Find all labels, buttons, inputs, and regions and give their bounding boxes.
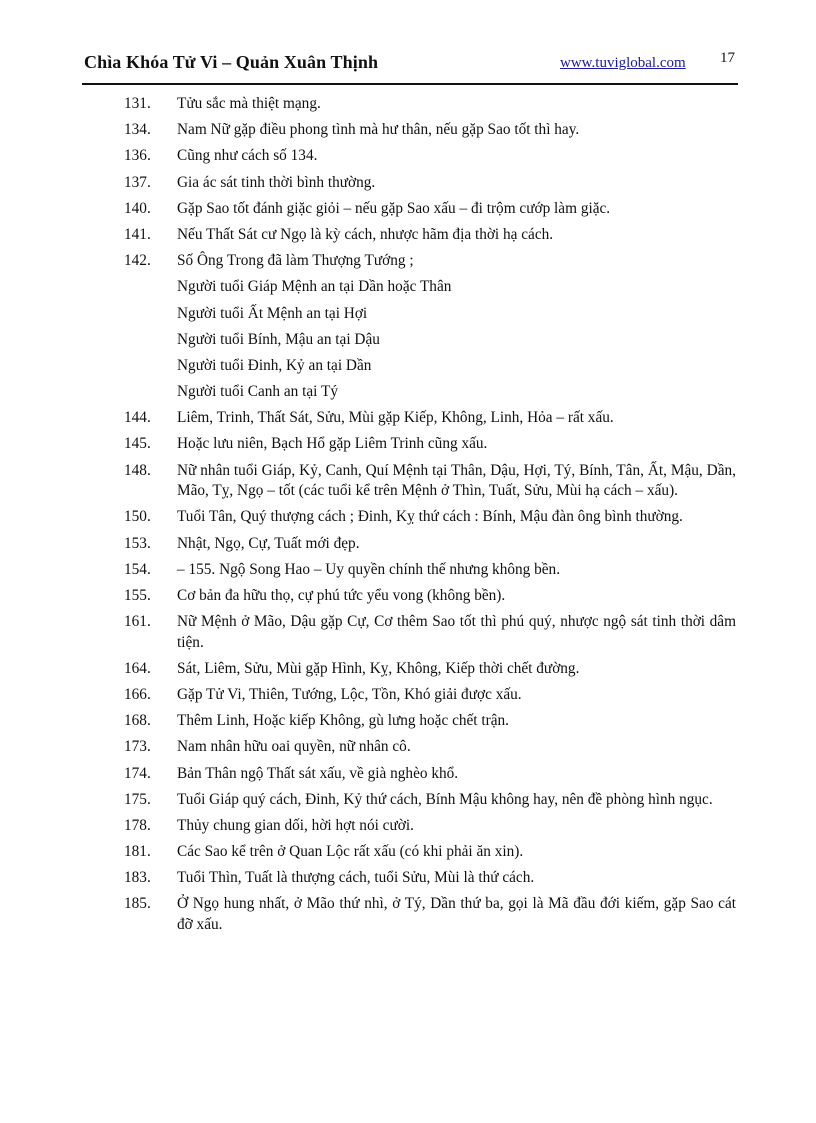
item-number: 185.	[124, 895, 151, 913]
item-number: 141.	[124, 225, 151, 243]
item-text: – 155. Ngộ Song Hao – Uy quyền chính thế nhưng không bền.	[177, 560, 561, 578]
item-number: 136.	[124, 147, 151, 165]
item-text: Cũng như cách số 134.	[177, 147, 318, 165]
list-item	[124, 534, 736, 555]
website-link[interactable]: www.tuviglobal.com	[560, 55, 686, 71]
item-number: 166.	[124, 685, 151, 703]
item-number: 175.	[124, 790, 151, 808]
item-number: 154.	[124, 560, 151, 578]
list-item	[124, 816, 736, 837]
item-number: 150.	[124, 508, 151, 526]
list-item	[124, 251, 736, 272]
list-item	[124, 461, 736, 502]
list-item	[124, 173, 736, 194]
item-text: Nhật, Ngọ, Cự, Tuất mới đẹp.	[177, 534, 360, 552]
list-item	[124, 225, 736, 246]
list-item	[124, 790, 736, 811]
item-number: 137.	[124, 173, 151, 191]
list-item	[124, 842, 736, 863]
item-text: Nam nhân hữu oai quyền, nữ nhân cô.	[177, 738, 411, 756]
sub-line: Người tuổi Canh an tại Tý	[177, 383, 338, 401]
header-title: Chìa Khóa Tử Vi – Quản Xuân Thịnh	[84, 52, 379, 72]
item-number: 155.	[124, 586, 151, 604]
sub-line: Người tuổi Ất Mệnh an tại Hợi	[177, 304, 368, 322]
item-text: Gia ác sát tinh thời bình thường.	[177, 173, 376, 191]
item-number: 131.	[124, 95, 151, 112]
item-number: 178.	[124, 816, 151, 834]
item-text: Tửu sắc mà thiệt mạng.	[177, 95, 321, 112]
list-item	[124, 612, 736, 653]
item-text: Các Sao kể trên ở Quan Lộc rất xấu (có khi phải ăn xin).	[177, 843, 524, 861]
item-text: Thêm Linh, Hoặc kiếp Không, gù lưng hoặc chết trận.	[177, 712, 509, 730]
item-number: 140.	[124, 199, 151, 217]
item-text: Nữ Mệnh ở Mão, Dậu gặp Cự, Cơ thêm Sao tốt thì phú quý, nhược ngộ sát tinh thời dâm tiện.	[177, 613, 736, 651]
item-text: Ở Ngọ hung nhất, ở Mão thứ nhì, ở Tý, Dần thứ ba, gọi là Mã đầu đới kiếm, gặp Sao cát đỡ xấu.	[177, 895, 736, 933]
item-text: Số Ông Trong đã làm Thượng Tướng ;	[177, 252, 414, 270]
list-item	[124, 894, 736, 935]
list-item	[124, 711, 736, 732]
item-number: 144.	[124, 409, 151, 427]
item-text: Tuổi Thìn, Tuất là thượng cách, tuổi Sửu, Mùi là thứ cách.	[177, 869, 535, 887]
list-item	[124, 685, 736, 706]
list-item	[124, 434, 736, 455]
item-text: Gặp Sao tốt đánh giặc giỏi – nếu gặp Sao xấu – đi trộm cướp làm giặc.	[177, 199, 611, 217]
item-number: 145.	[124, 435, 151, 453]
item-text: Sát, Liêm, Sửu, Mùi gặp Hình, Kỵ, Không, Kiếp thời chết đường.	[177, 659, 580, 677]
item-text: Thủy chung gian dối, hời hợt nói cười.	[177, 816, 414, 834]
item-number: 181.	[124, 843, 151, 861]
sub-line: Người tuổi Giáp Mệnh an tại Dần hoặc Thân	[177, 278, 452, 296]
item-number: 153.	[124, 534, 151, 552]
item-number: 174.	[124, 764, 151, 782]
list-item	[124, 868, 736, 889]
list-item	[124, 94, 736, 115]
item-number: 148.	[124, 461, 151, 479]
item-number: 164.	[124, 659, 151, 677]
list-item	[124, 120, 736, 141]
item-text: Nam Nữ gặp điều phong tình mà hư thân, nếu gặp Sao tốt thì hay.	[177, 121, 580, 139]
item-number: 134.	[124, 121, 151, 139]
item-text: Cơ bản đa hữu thọ, cự phú tức yểu vong (không bền).	[177, 586, 506, 604]
list-item	[124, 764, 736, 785]
item-text: Nếu Thất Sát cư Ngọ là kỳ cách, nhược hãm địa thời hạ cách.	[177, 225, 554, 243]
list-item	[124, 408, 736, 429]
item-number: 168.	[124, 712, 151, 730]
sub-line: Người tuổi Bính, Mậu an tại Dậu	[177, 330, 380, 348]
item-text: Nữ nhân tuổi Giáp, Kỷ, Canh, Quí Mệnh tại Thân, Dậu, Hợi, Tý, Bính, Tân, Ất, Mậu, Dần, Mão, Tỵ, Ngọ – tốt (các tuổi kể trên Mệnh ở Thìn, Tuất, Sửu, Mùi hạ cách – xấu).	[177, 461, 736, 500]
item-number: 161.	[124, 613, 151, 631]
item-text: Liêm, Trinh, Thất Sát, Sửu, Mùi gặp Kiếp, Không, Linh, Hỏa – rất xấu.	[177, 409, 614, 427]
list-item	[124, 560, 736, 581]
numbered-list	[124, 94, 736, 941]
list-item	[124, 586, 736, 607]
item-text: Bản Thân ngộ Thất sát xấu, về già nghèo khổ.	[177, 764, 459, 782]
item-text: Hoặc lưu niên, Bạch Hổ gặp Liêm Trinh cũng xấu.	[177, 435, 488, 453]
list-item	[124, 199, 736, 220]
header-rule	[82, 83, 738, 85]
item-text: Tuổi Tân, Quý thượng cách ; Đinh, Kỵ thứ cách : Bính, Mậu đàn ông bình thường.	[177, 508, 683, 526]
list-item	[124, 146, 736, 167]
item-number: 142.	[124, 252, 151, 270]
item-number: 173.	[124, 738, 151, 756]
item-text: Tuổi Giáp quý cách, Đinh, Kỷ thứ cách, Bính Mậu không hay, nên đề phòng hình ngục.	[177, 790, 713, 808]
item-text: Gặp Tử Vi, Thiên, Tướng, Lộc, Tồn, Khó giải được xấu.	[177, 685, 522, 703]
page-number: 17	[720, 50, 735, 66]
list-item	[124, 659, 736, 680]
list-item	[124, 507, 736, 528]
sub-line: Người tuổi Đinh, Kỷ an tại Dần	[177, 356, 372, 374]
item-number: 183.	[124, 869, 151, 887]
list-item	[124, 737, 736, 758]
